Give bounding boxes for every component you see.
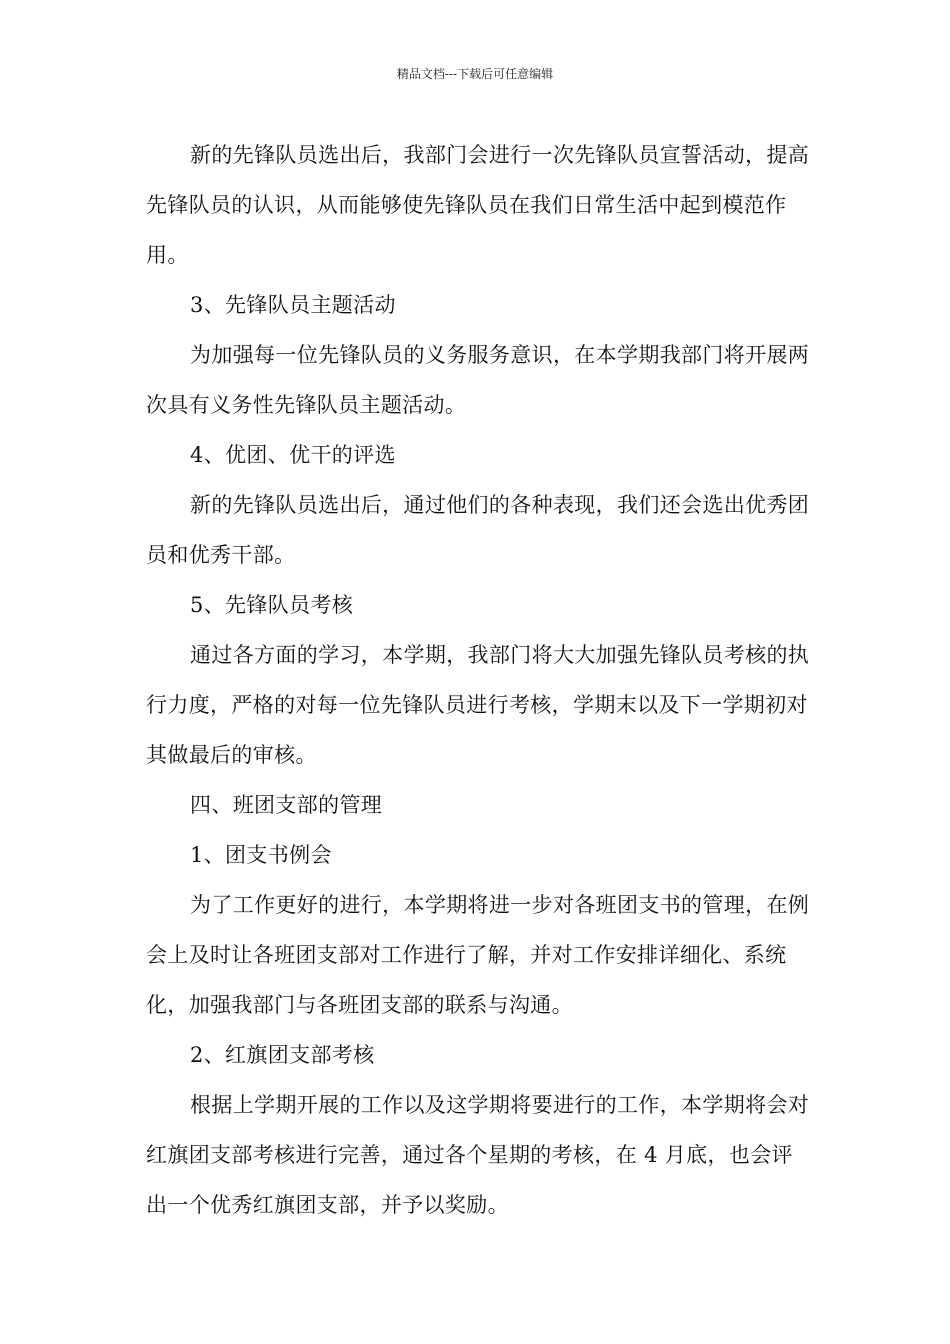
heading-red-flag-assessment: 2、红旗团支部考核 — [190, 1043, 375, 1067]
paragraph-excellent-selection: 新的先锋队员选出后，通过他们的各种表现，我们还会选出优秀团员和优秀干部。 — [146, 493, 810, 567]
heading-excellent-selection: 4、优团、优干的评选 — [190, 443, 396, 467]
paragraph-pioneer-theme-activity: 为加强每一位先锋队员的义务服务意识，在本学期我部门将开展两次具有义务性先锋队员主题活动。 — [146, 343, 810, 417]
paragraph-secretary-meeting: 为了工作更好的进行，本学期将进一步对各班团支书的管理，在例会上及时让各班团支部对工作进行了解，并对工作安排详细化、系统化，加强我部门与各班团支部的联系与沟通。 — [146, 893, 810, 1017]
page-header: 精品文档---下载后可任意编辑 — [396, 67, 554, 81]
paragraph-pioneer-assessment: 通过各方面的学习，本学期，我部门将大大加强先锋队员考核的执行力度，严格的对每一位先锋队员进行考核，学期末以及下一学期初对其做最后的审核。 — [146, 643, 810, 767]
heading-pioneer-assessment: 5、先锋队员考核 — [190, 593, 354, 617]
document-body — [146, 130, 810, 1230]
paragraph-pioneer-oath: 新的先锋队员选出后，我部门会进行一次先锋队员宣誓活动，提高先锋队员的认识，从而能够使先锋队员在我们日常生活中起到模范作用。 — [146, 143, 810, 267]
heading-pioneer-theme-activity: 3、先锋队员主题活动 — [190, 293, 396, 317]
paragraph-red-flag-assessment: 根据上学期开展的工作以及这学期将要进行的工作，本学期将会对红旗团支部考核进行完善，通过各个星期的考核，在 4 月底，也会评出一个优秀红旗团支部，并予以奖励。 — [146, 1093, 810, 1217]
heading-secretary-meeting: 1、团支书例会 — [190, 843, 332, 867]
heading-branch-management: 四、班团支部的管理 — [190, 793, 383, 817]
